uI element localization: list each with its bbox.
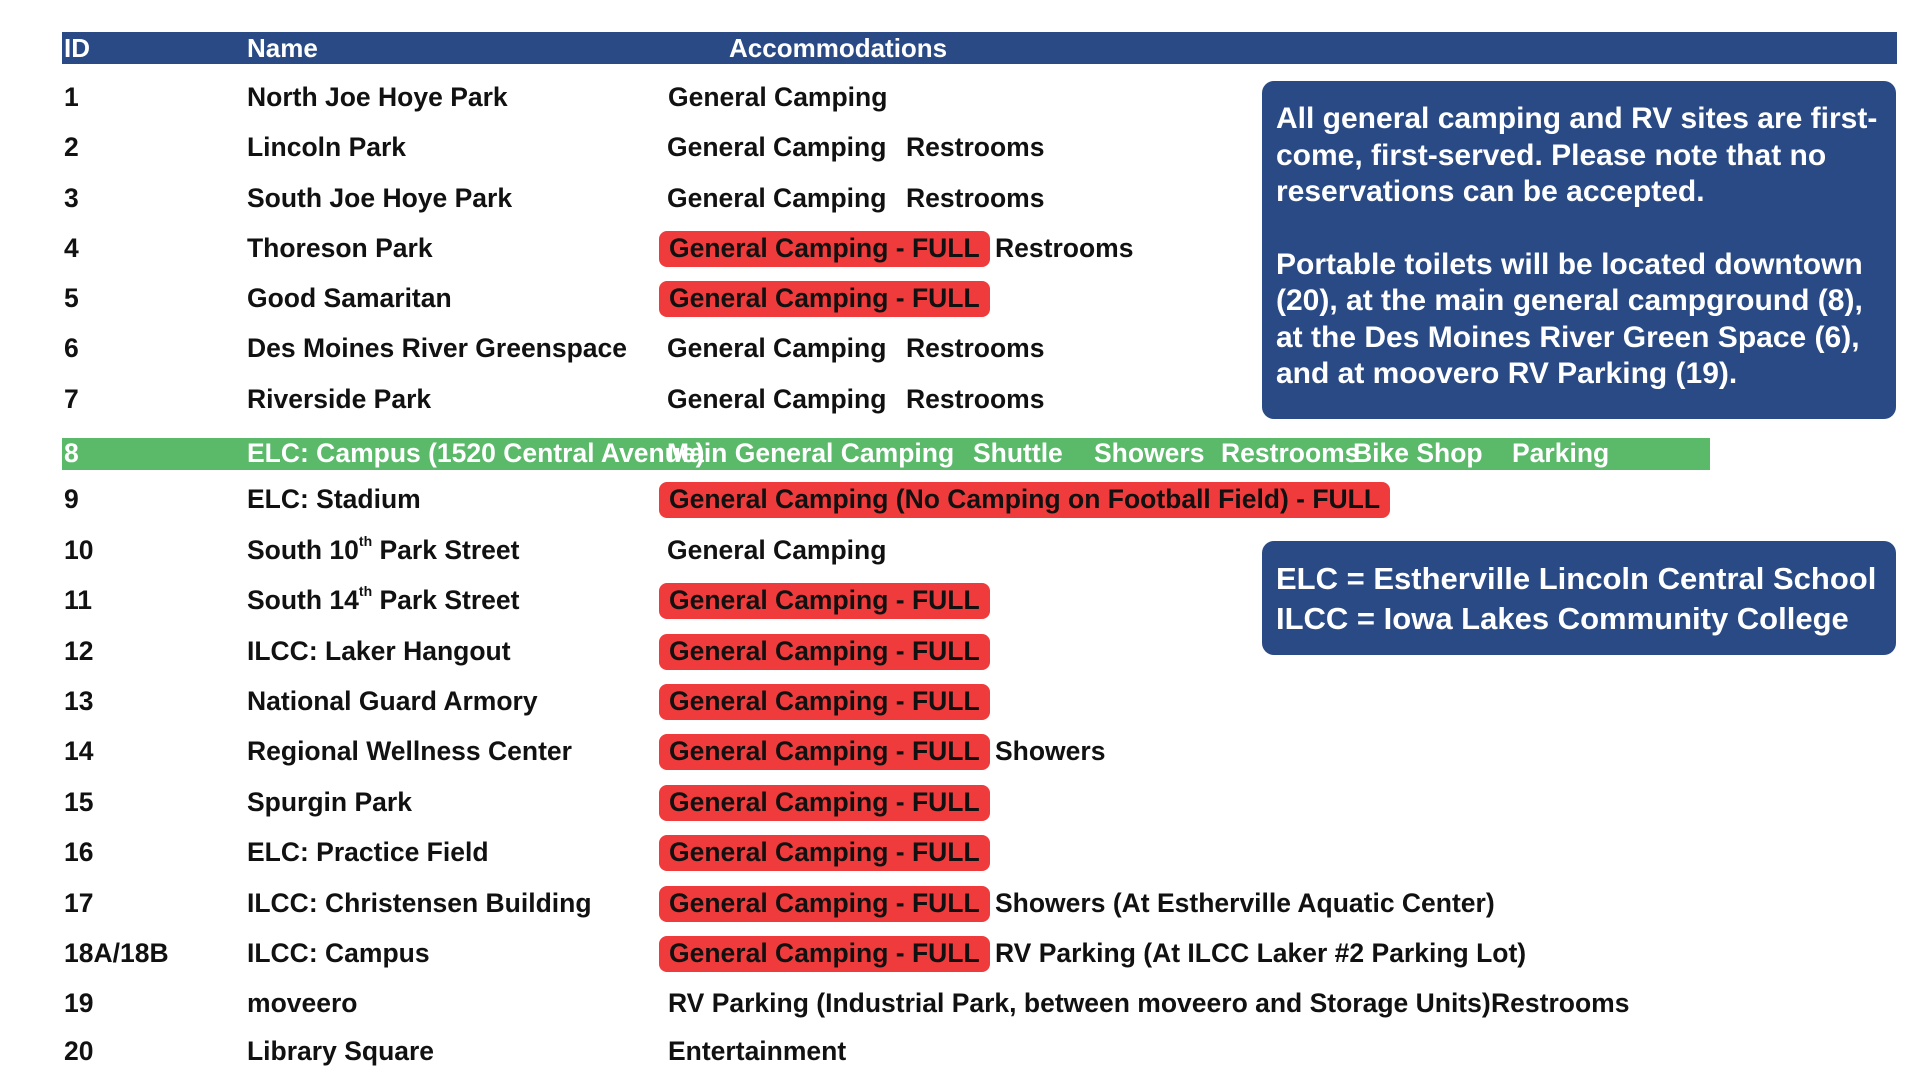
full-badge: General Camping - FULL (659, 936, 990, 972)
row-name: Library Square (247, 1036, 435, 1066)
first-come-note: All general camping and RV sites are first-come, first-served. Please note that no reservations can be accepted. (1276, 102, 1878, 208)
row-id: 7 (64, 384, 79, 414)
row-id: 15 (64, 787, 94, 817)
row-id: 17 (64, 888, 94, 918)
table-row (62, 827, 1762, 873)
accommodation-item: Showers (At Estherville Aquatic Center) (995, 888, 1495, 918)
accommodation-item: General Camping (668, 82, 888, 112)
accommodation-item: Restrooms (1491, 988, 1630, 1018)
accommodation-item: Entertainment (668, 1036, 847, 1066)
full-badge: General Camping - FULL (659, 734, 990, 770)
table-row (62, 878, 1762, 924)
full-badge: General Camping - FULL (659, 634, 990, 670)
row-name: Lincoln Park (247, 132, 407, 162)
table-row (62, 978, 1762, 1024)
row-name: Riverside Park (247, 384, 432, 414)
row-name: North Joe Hoye Park (247, 82, 508, 112)
row-name-part: South 14 (247, 585, 359, 615)
accommodation-item: Restrooms (906, 183, 1045, 213)
accommodation-item: Shuttle (973, 438, 1063, 468)
accommodation-item: General Camping (667, 384, 887, 414)
row-id: 12 (64, 636, 94, 666)
accommodation-item: General Camping (667, 535, 887, 565)
row-id: 20 (64, 1036, 94, 1066)
row-id: 19 (64, 988, 94, 1018)
row-name-superscript: th (358, 533, 373, 549)
header-name: Name (247, 33, 318, 63)
accommodation-item: Parking (1512, 438, 1610, 468)
table-row (62, 438, 1710, 470)
row-name: ILCC: Christensen Building (247, 888, 592, 918)
table-header (62, 32, 1897, 64)
table-row (62, 474, 1762, 520)
row-name: Des Moines River Greenspace (247, 333, 628, 363)
full-badge: General Camping - FULL (659, 684, 990, 720)
portable-toilets-note: Portable toilets will be located downtown (20), at the main general campground (8), at the Des Moines River Green Space (6), and at moovero RV Parking (19). (1276, 247, 1863, 390)
row-name: South Joe Hoye Park (247, 183, 513, 213)
full-badge: General Camping - FULL (659, 231, 990, 267)
row-id: 8 (64, 438, 79, 468)
header-id: ID (64, 33, 90, 63)
row-name: Good Samaritan (247, 283, 452, 313)
accommodation-item: RV Parking (At ILCC Laker #2 Parking Lot) (995, 938, 1527, 968)
row-name: Thoreson Park (247, 233, 433, 263)
row-name-superscript: th (358, 583, 373, 599)
full-badge: General Camping (No Camping on Football Field) - FULL (659, 482, 1390, 518)
row-name-part: South 10 (247, 535, 359, 565)
row-id: 3 (64, 183, 79, 213)
row-name: Regional Wellness Center (247, 736, 572, 766)
accommodation-item: Restrooms (906, 384, 1045, 414)
accommodation-item: Showers (995, 736, 1106, 766)
row-id: 11 (64, 585, 93, 615)
accommodation-item: Bike Shop (1353, 438, 1483, 468)
row-name-part: Park Street (372, 535, 520, 565)
row-name: ELC: Campus (1520 Central Avenue) (247, 438, 705, 468)
row-name: ILCC: Campus (247, 938, 430, 968)
full-badge: General Camping - FULL (659, 835, 990, 871)
row-name: moveero (247, 988, 358, 1018)
row-name: ELC: Practice Field (247, 837, 489, 867)
accommodation-item: General Camping (667, 132, 887, 162)
accommodation-item: RV Parking (Industrial Park, between moveero and Storage Units) (668, 988, 1491, 1018)
table-row (62, 726, 1762, 772)
row-name-part: Park Street (372, 585, 520, 615)
row-id: 16 (64, 837, 94, 867)
full-badge: General Camping - FULL (659, 583, 990, 619)
row-id: 9 (64, 484, 79, 514)
row-id: 1 (64, 82, 79, 112)
row-name: Spurgin Park (247, 787, 412, 817)
row-id: 14 (64, 736, 94, 766)
accommodation-item: Restrooms (906, 132, 1045, 162)
row-name: ELC: Stadium (247, 484, 421, 514)
full-badge: General Camping - FULL (659, 785, 990, 821)
ilcc-abbreviation: ILCC = Iowa Lakes Community College (1276, 601, 1849, 636)
row-id: 2 (64, 132, 79, 162)
accommodation-item: Restrooms (906, 333, 1045, 363)
table-row (62, 928, 1762, 974)
row-id: 18A/18B (64, 938, 169, 968)
accommodation-item: Main General Camping (667, 438, 955, 468)
accommodation-item: Restrooms (1221, 438, 1360, 468)
row-id: 4 (64, 233, 79, 263)
table-row (62, 676, 1762, 722)
table-row (62, 1026, 1762, 1072)
accommodation-item: General Camping (667, 333, 887, 363)
accommodation-item: General Camping (667, 183, 887, 213)
full-badge: General Camping - FULL (659, 886, 990, 922)
row-id: 10 (64, 535, 94, 565)
row-id: 6 (64, 333, 79, 363)
full-badge: General Camping - FULL (659, 281, 990, 317)
accommodation-item: Showers (1094, 438, 1205, 468)
elc-abbreviation: ELC = Estherville Lincoln Central School (1276, 561, 1877, 596)
row-name (247, 535, 519, 566)
row-id: 5 (64, 283, 79, 313)
row-name: ILCC: Laker Hangout (247, 636, 511, 666)
row-name (247, 585, 519, 616)
table-row (62, 777, 1762, 823)
accommodation-item: Restrooms (995, 233, 1134, 263)
row-id: 13 (64, 686, 94, 716)
camping-info-note (1262, 81, 1896, 419)
row-name: National Guard Armory (247, 686, 538, 716)
header-accommodations: Accommodations (729, 33, 948, 63)
abbreviations-note (1262, 541, 1896, 655)
